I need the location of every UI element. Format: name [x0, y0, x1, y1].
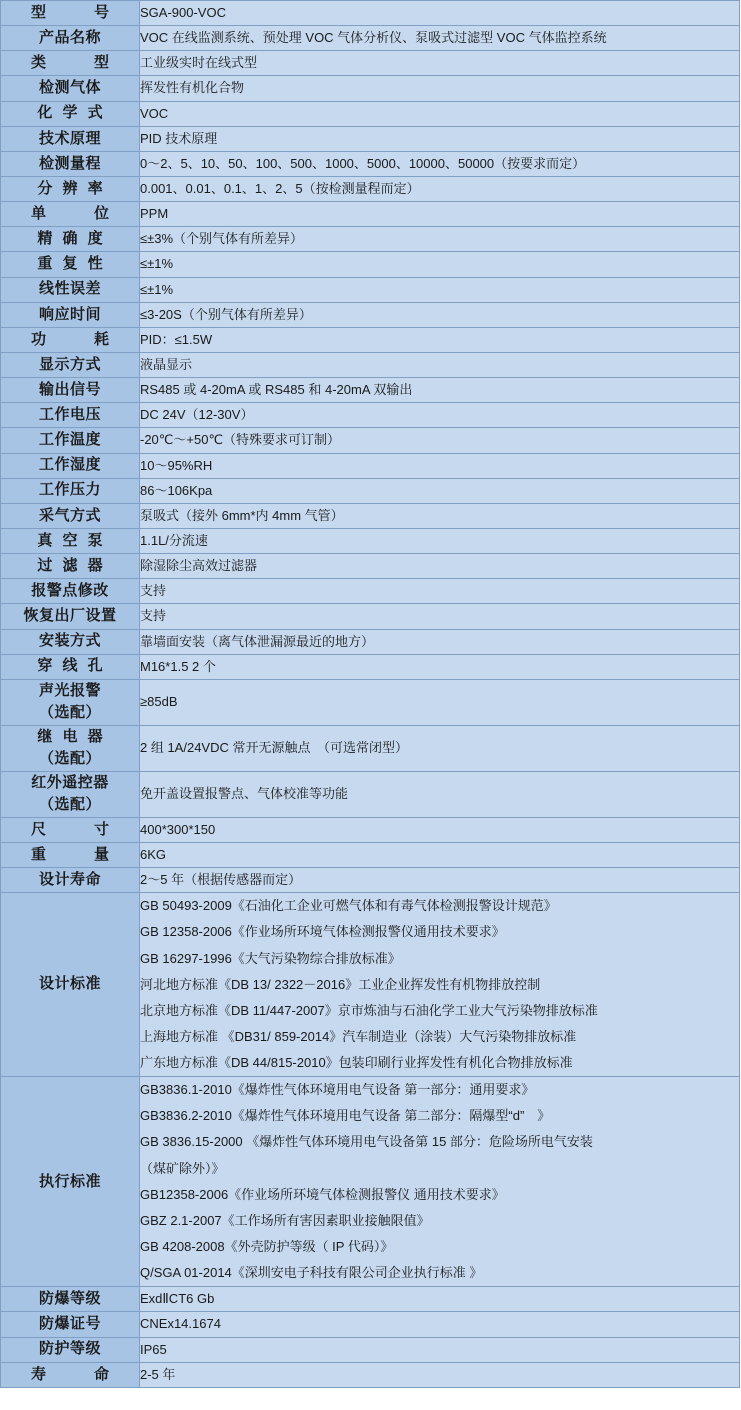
spec-value — [140, 101, 740, 126]
spec-value-line: PPM — [140, 206, 169, 222]
table-row — [1, 629, 740, 654]
spec-value — [140, 1312, 740, 1337]
spec-value — [140, 277, 740, 302]
spec-label-text: 寿 命 — [30, 1365, 115, 1383]
table-row — [1, 403, 740, 428]
spec-value — [140, 126, 740, 151]
spec-label — [1, 1287, 140, 1312]
table-row — [1, 227, 740, 252]
spec-value — [140, 654, 740, 679]
table-row — [1, 1287, 740, 1312]
spec-label — [1, 176, 140, 201]
spec-label — [1, 227, 140, 252]
spec-value-line: -20℃～+50℃（特殊要求可订制） — [140, 432, 341, 448]
spec-label-text: 类 型 — [30, 54, 115, 72]
spec-label — [1, 1312, 140, 1337]
spec-value-line: 靠墙面安装（离气体泄漏源最近的地方） — [140, 633, 375, 649]
spec-value-line: GB 16297-1996《大气污染物综合排放标准》 — [140, 950, 401, 966]
spec-value-line: Q/SGA 01-2014《深圳安电子科技有限公司企业执行标准 》 — [140, 1265, 483, 1281]
spec-value-line: GB3836.1-2010《爆炸性气体环境用电气设备 第一部分：通用要求》 — [140, 1082, 535, 1098]
spec-value — [140, 842, 740, 867]
table-row — [1, 26, 740, 51]
spec-label — [1, 868, 140, 893]
spec-label-text: 线性误差 — [38, 280, 101, 298]
table-row — [1, 252, 740, 277]
spec-value-line: ExdⅡCT6 Gb — [140, 1291, 215, 1307]
spec-label-text: 报警点修改 — [31, 582, 109, 600]
spec-label-sublabel: （选配） — [38, 704, 101, 722]
spec-value-line: M16*1.5 2 个 — [140, 658, 216, 674]
spec-value-line: VOC 在线监测系统、预处理 VOC 气体分析仪、泵吸式过滤型 VOC 气体监控系统 — [140, 30, 607, 46]
spec-value-line: 1.1L/分流速 — [140, 532, 208, 548]
spec-label — [1, 327, 140, 352]
table-row — [1, 302, 740, 327]
spec-label-text: 检测量程 — [38, 154, 101, 172]
spec-value-line: GB 50493-2009《石油化工企业可燃气体和有毒气体检测报警设计规范》 — [140, 898, 557, 914]
spec-value-line: 2-5 年 — [140, 1366, 176, 1382]
spec-value-line: 支持 — [140, 608, 167, 624]
spec-value-line: PID：≤1.5W — [140, 331, 213, 347]
spec-label — [1, 1337, 140, 1362]
spec-value — [140, 252, 740, 277]
spec-value-line: 免开盖设置报警点、气体校准等功能 — [140, 786, 349, 802]
spec-label-text: 分 辨 率 — [37, 179, 106, 197]
table-row — [1, 579, 740, 604]
specification-table-body — [1, 1, 740, 1388]
spec-label-text: 工作电压 — [38, 406, 101, 424]
spec-label — [1, 403, 140, 428]
spec-label-text: 红外遥控器 — [31, 773, 109, 791]
spec-label-text: 工作压力 — [38, 481, 101, 499]
spec-value-line: CNEx14.1674 — [140, 1316, 221, 1332]
spec-label — [1, 579, 140, 604]
spec-value — [140, 604, 740, 629]
spec-value-line: 泵吸式（接外 6mm*内 4mm 气管） — [140, 507, 344, 523]
spec-value — [140, 453, 740, 478]
spec-value — [140, 1362, 740, 1387]
table-row — [1, 101, 740, 126]
spec-label — [1, 604, 140, 629]
spec-value-line: 400*300*150 — [140, 821, 216, 837]
spec-label-text: 显示方式 — [38, 355, 101, 373]
spec-label-text: 防爆证号 — [38, 1315, 101, 1333]
spec-value-line: ≤±1% — [140, 256, 174, 272]
spec-value — [140, 1287, 740, 1312]
spec-label — [1, 893, 140, 1077]
spec-label-text: 防护等级 — [38, 1340, 101, 1358]
table-row — [1, 277, 740, 302]
table-row — [1, 378, 740, 403]
table-row — [1, 51, 740, 76]
spec-label-text: 功 耗 — [30, 330, 115, 348]
spec-value — [140, 528, 740, 553]
table-row — [1, 76, 740, 101]
spec-value — [140, 503, 740, 528]
table-row — [1, 352, 740, 377]
spec-label — [1, 252, 140, 277]
table-row — [1, 771, 740, 817]
spec-label — [1, 679, 140, 725]
spec-value-line: 6KG — [140, 846, 167, 862]
spec-value-line: ≥85dB — [140, 694, 178, 710]
table-row — [1, 1, 740, 26]
spec-value — [140, 428, 740, 453]
spec-value — [140, 202, 740, 227]
spec-value-line: 挥发性有机化合物 — [140, 80, 245, 96]
spec-value — [140, 478, 740, 503]
table-row — [1, 893, 740, 1077]
table-row — [1, 817, 740, 842]
spec-value-line: 10～95%RH — [140, 457, 213, 473]
spec-value — [140, 26, 740, 51]
spec-value-line: 上海地方标准 《DB31/ 859-2014》汽车制造业（涂装）大气污染物排放标准 — [140, 1028, 577, 1044]
spec-value-line: GB 3836.15-2000 《爆炸性气体环境用电气设备第 15 部分：危险场所电气安装 — [140, 1134, 593, 1150]
table-row — [1, 604, 740, 629]
spec-label — [1, 1077, 140, 1287]
spec-value-line: 工业级实时在线式型 — [140, 55, 258, 71]
spec-label — [1, 352, 140, 377]
spec-label-text: 继 电 器 — [37, 727, 106, 745]
spec-value-line: ≤±1% — [140, 281, 174, 297]
spec-value-line: IP65 — [140, 1341, 167, 1357]
spec-label — [1, 302, 140, 327]
table-row — [1, 842, 740, 867]
table-row — [1, 1362, 740, 1387]
spec-label-text: 执行标准 — [38, 1172, 101, 1190]
spec-value — [140, 1, 740, 26]
spec-label — [1, 428, 140, 453]
spec-value — [140, 579, 740, 604]
table-row — [1, 1077, 740, 1287]
spec-value — [140, 51, 740, 76]
spec-value-line: 2～5 年（根据传感器而定） — [140, 872, 302, 888]
spec-label-text: 恢复出厂设置 — [23, 607, 117, 625]
spec-label-text: 精 确 度 — [37, 230, 106, 248]
table-row — [1, 725, 740, 771]
spec-label — [1, 1362, 140, 1387]
spec-label — [1, 76, 140, 101]
spec-label — [1, 378, 140, 403]
spec-value-line: 86～106Kpa — [140, 482, 213, 498]
spec-label-text: 过 滤 器 — [37, 556, 106, 574]
spec-value — [140, 76, 740, 101]
table-row — [1, 554, 740, 579]
table-row — [1, 453, 740, 478]
spec-value-line: VOC — [140, 105, 169, 121]
spec-label-sublabel: （选配） — [38, 750, 101, 768]
table-row — [1, 1337, 740, 1362]
spec-label — [1, 51, 140, 76]
spec-value-line: 液晶显示 — [140, 356, 193, 372]
spec-label — [1, 1, 140, 26]
spec-value-line: ≤±3%（个别气体有所差异） — [140, 231, 304, 247]
spec-value-line: GB3836.2-2010《爆炸性气体环境用电气设备 第二部分：隔爆型“d” 》 — [140, 1108, 551, 1124]
spec-label-sublabel: （选配） — [38, 796, 101, 814]
spec-label-text: 技术原理 — [38, 129, 101, 147]
spec-label — [1, 842, 140, 867]
spec-value-line: 除湿除尘高效过滤器 — [140, 558, 258, 574]
spec-value-line: 0～2、5、10、50、100、500、1000、5000、10000、50000（按要求而定） — [140, 155, 586, 171]
spec-label-text: 声光报警 — [38, 681, 101, 699]
spec-label — [1, 771, 140, 817]
spec-label-text: 重 量 — [30, 845, 115, 863]
spec-label-text: 穿 线 孔 — [37, 657, 106, 675]
spec-label — [1, 26, 140, 51]
spec-value — [140, 629, 740, 654]
spec-value-line: GB12358-2006《作业场所环境气体检测报警仪 通用技术要求》 — [140, 1186, 505, 1202]
spec-value-line: RS485 或 4-20mA 或 RS485 和 4-20mA 双输出 — [140, 382, 413, 398]
spec-value-line: 北京地方标准《DB 11/447-2007》京市炼油与石油化学工业大气污染物排放标准 — [140, 1002, 598, 1018]
spec-value-line: （煤矿除外）》 — [140, 1160, 225, 1176]
spec-value — [140, 327, 740, 352]
spec-label-text: 重 复 性 — [37, 255, 106, 273]
spec-label — [1, 126, 140, 151]
table-row — [1, 478, 740, 503]
spec-label-text: 防爆等级 — [38, 1290, 101, 1308]
spec-label-text: 工作温度 — [38, 431, 101, 449]
table-row — [1, 176, 740, 201]
spec-value — [140, 771, 740, 817]
table-row — [1, 528, 740, 553]
spec-value — [140, 227, 740, 252]
table-row — [1, 503, 740, 528]
table-row — [1, 202, 740, 227]
table-row — [1, 327, 740, 352]
spec-label-text: 输出信号 — [38, 380, 101, 398]
spec-label — [1, 453, 140, 478]
spec-value — [140, 817, 740, 842]
spec-label — [1, 478, 140, 503]
spec-label-text: 安装方式 — [38, 632, 101, 650]
spec-label — [1, 817, 140, 842]
spec-value-line: GB 4208-2008《外壳防护等级（ IP 代码）》 — [140, 1239, 394, 1255]
spec-label-text: 设计寿命 — [38, 870, 101, 888]
table-row — [1, 868, 740, 893]
table-row — [1, 1312, 740, 1337]
spec-label-text: 尺 寸 — [30, 820, 115, 838]
spec-label — [1, 528, 140, 553]
spec-value — [140, 679, 740, 725]
spec-label — [1, 725, 140, 771]
table-row — [1, 679, 740, 725]
spec-label-text: 工作湿度 — [38, 456, 101, 474]
spec-value — [140, 302, 740, 327]
spec-label-text: 响应时间 — [38, 305, 101, 323]
spec-value — [140, 1077, 740, 1287]
spec-value — [140, 176, 740, 201]
spec-label-text: 型 号 — [30, 3, 115, 21]
spec-value — [140, 725, 740, 771]
table-row — [1, 654, 740, 679]
table-row — [1, 428, 740, 453]
table-row — [1, 126, 740, 151]
spec-value — [140, 554, 740, 579]
spec-value-line: 2 组 1A/24VDC 常开无源触点 （可选常闭型） — [140, 740, 408, 756]
spec-value — [140, 151, 740, 176]
spec-label-text: 单 位 — [30, 204, 115, 222]
spec-value-line: 0.001、0.01、0.1、1、2、5（按检测量程而定） — [140, 180, 420, 196]
spec-value-line: 支持 — [140, 583, 167, 599]
spec-label — [1, 654, 140, 679]
spec-value-line: SGA-900-VOC — [140, 5, 226, 20]
spec-label — [1, 151, 140, 176]
table-row — [1, 151, 740, 176]
spec-value — [140, 893, 740, 1077]
spec-value-line: ≤3-20S（个别气体有所差异） — [140, 306, 312, 322]
spec-label-text: 真 空 泵 — [37, 531, 106, 549]
spec-label — [1, 629, 140, 654]
spec-value — [140, 403, 740, 428]
spec-value-line: PID 技术原理 — [140, 130, 218, 146]
spec-value-line: 广东地方标准《DB 44/815-2010》包装印刷行业挥发性有机化合物排放标准 — [140, 1055, 573, 1071]
spec-value — [140, 868, 740, 893]
spec-label — [1, 101, 140, 126]
spec-label — [1, 503, 140, 528]
spec-value-line: GB 12358-2006《作业场所环境气体检测报警仪通用技术要求》 — [140, 924, 505, 940]
spec-label — [1, 277, 140, 302]
spec-value-line: GBZ 2.1-2007《工作场所有害因素职业接触限值》 — [140, 1212, 430, 1228]
spec-label-text: 采气方式 — [38, 506, 101, 524]
spec-label — [1, 202, 140, 227]
spec-value — [140, 1337, 740, 1362]
spec-value-line: 河北地方标准《DB 13/ 2322－2016》工业企业挥发性有机物排放控制 — [140, 976, 541, 992]
spec-value-line: DC 24V（12-30V） — [140, 407, 254, 423]
spec-value — [140, 378, 740, 403]
spec-label-text: 检测气体 — [38, 79, 101, 97]
spec-label — [1, 554, 140, 579]
spec-label-text: 产品名称 — [38, 28, 101, 46]
spec-value — [140, 352, 740, 377]
spec-label-text: 化 学 式 — [37, 104, 106, 122]
spec-label-text: 设计标准 — [38, 975, 101, 993]
